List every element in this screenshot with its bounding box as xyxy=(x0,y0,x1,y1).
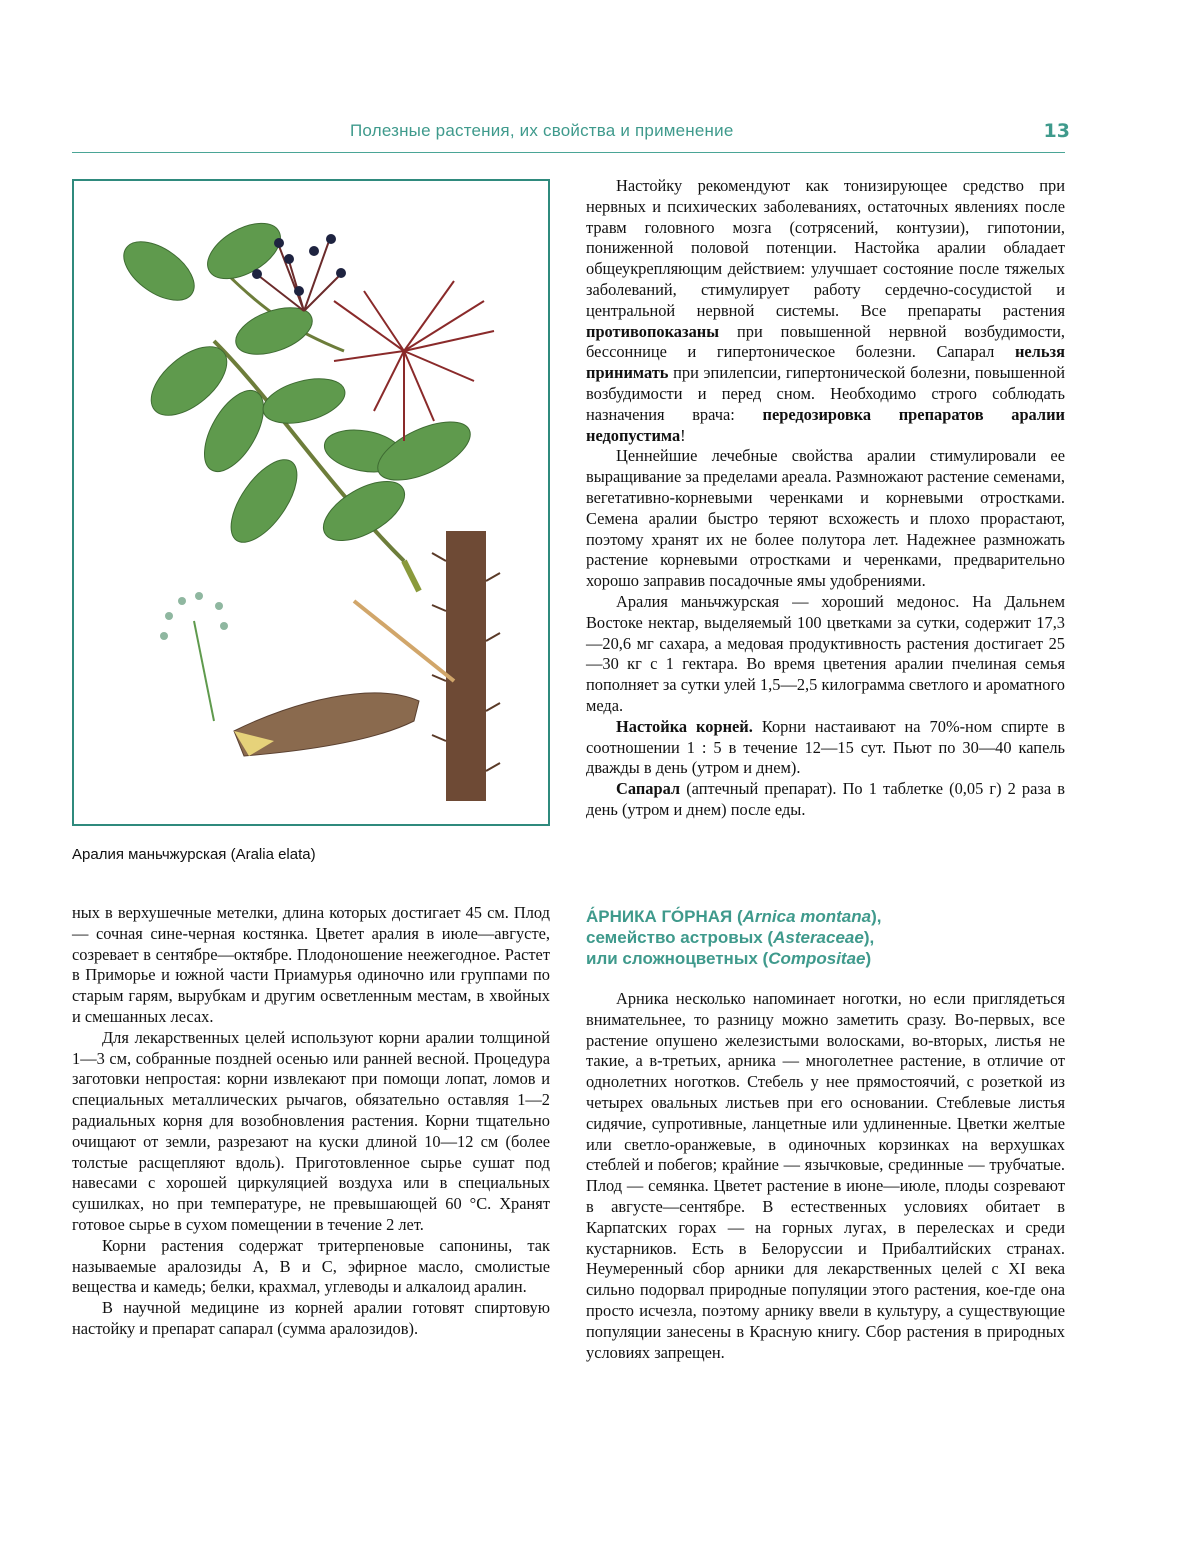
aralia-drawing xyxy=(74,181,548,824)
botanical-illustration xyxy=(72,179,550,826)
running-header-title: Полезные растения, их свойства и применение xyxy=(350,121,734,140)
right-column-text xyxy=(586,176,1065,821)
section-heading-arnica: А́РНИКА ГО́РНАЯ (Arnica montana), семейство астровых (Asteraceae), или сложноцветных (Compositae) xyxy=(586,907,882,968)
inflorescence-rays xyxy=(334,281,494,441)
paragraph: Настойку рекомендуют как тонизирующее средство при нервных и психических заболеваниях, остаточных явлениях после травм головного мозга (сотрясений, контузии), гипотонии, пониженной половой потенции. Настойка аралии обладает общеукрепляющим действием: улучшает состояние после тяжелых заболеваний, стимулирует работу сердечно-сосудистой и центральной нервной системы. Все препараты растения противопоказаны при повышенной нервной возбудимости, бессоннице и гипертоническое болезни. Сапарал нельзя принимать при эпилепсии, гипертонической болезни, повышенной возбудимости и перед сном. Необходимо строго соблюдать назначения врача: передозировка препаратов аралии недопустима! xyxy=(586,176,1065,445)
flower-sprig xyxy=(194,621,214,721)
arnica-text xyxy=(586,989,1065,1363)
paragraph: Ценнейшие лечебные свойства аралии стимулировали ее выращивание за пределами ареала. Размножают растение семенами, вегетативно-корневыми черенками и корневыми отростками. Семена аралии быстро теряют всхожесть и плохо прорастают, поэтому хранят их не более полутора лет. Надежнее размножать растение корневыми отростками и черенками, предварительно хорошо заправив посадочные ямы удобрениями. xyxy=(586,446,1065,591)
thorny-trunk xyxy=(446,531,486,801)
paragraph: Корни растения содержат тритерпеновые сапонины, так называемые аралозиды А, В и С, эфирное масло, смолистые вещества и камедь; белки, крахмал, углеводы и алкалоид аралин. xyxy=(72,1235,550,1297)
left-column-text xyxy=(72,903,550,1340)
bold-term: Настойка корней. xyxy=(616,716,753,736)
paragraph: Сапарал (аптечный препарат). По 1 таблетке (0,05 г) 2 раза в день (утром и днем) после еды. xyxy=(586,779,1065,819)
paragraph: В научной медицине из корней аралии готовят спиртовую настойку и препарат сапарал (сумма аралозидов). xyxy=(72,1298,550,1338)
figure-caption: Аралия маньчжурская (Aralia elata) xyxy=(72,846,316,863)
paragraph: Арника несколько напоминает ноготки, но если приглядеться внимательнее, то разницу можно заметить сразу. Во-первых, все растение опушено железистыми волосками, во-вторых, листья не такие, а в-третьих, арника — многолетнее растение, в отличие от однолетних ноготков. Стебель у нее прямостоячий, с розеткой из четырех овальных листьев при его основании. Стеблевые листья сидячие, супротивные, ланцетные или удлиненные. Цветки желтые или светло-оранжевые, в одиночных корзинках на верхушках стеблей и побегов; крайние — язычковые, срединные — трубчатые. Плод — семянка. Цветет растение в июне—июле, плоды созревают в августе—сентябре. В естественных условиях обитает в Карпатских горах — на горных лугах, в перелесках и среди кустарников. Есть в Белоруссии и Прибалтийских странах. Неумеренный сбор арники для лекарственных целей с XI века сильно подорвал природные популяции этого растения, кое-где она просто исчезла, поэтому арнику ввели в культуру, а существующие популяции занесены в Красную книгу. Сбор растения в природных условиях запрещен. xyxy=(586,989,1065,1362)
leaves xyxy=(114,212,479,553)
paragraph: Аралия маньчжурская — хороший медонос. На Дальнем Востоке нектар, выделяемый 100 цветками за сутки, содержит 17,3—20,6 мг сахара, а медовая продуктивность растения достигает 25—30 кг с 1 гектара. Во время цветения аралии пчелиная семья пополняет за сутки улей 1,5—2,5 килограмма светлого и ароматного меда. xyxy=(586,591,1065,715)
bold-warning: нельзя принимать xyxy=(586,342,1065,383)
header-rule xyxy=(72,152,1065,153)
paragraph: Для лекарственных целей используют корни аралии толщиной 1—3 см, собранные поздней осенью или ранней весной. Процедура заготовки непростая: корни извлекают при помощи лопат, ломов и специальных металлических рычагов, обязательно оставляя 1—2 радиальных корня для возобновления растения. Корни тщательно очищают от земли, разрезают на куски длиной 10—12 см (более толстые расщепляют вдоль). Приготовленное сырье сушат под навесами с хорошей циркуляцией воздуха или в специальных сушилках, но при температуре, не превышающей 60 °С. Хранят готовое сырье в сухом помещении в течение 2 лет. xyxy=(72,1027,550,1234)
page-number: 13 xyxy=(1043,120,1070,142)
paragraph: ных в верхушечные метелки, длина которых достигает 45 см. Плод — сочная сине-черная костянка. Цветет аралия в июле—августе, созревает в сентябре—октябре. Плодоношение неежегодное. Растет в Приморье и южной части Приамурья одиночно или группами по старым гарям, вырубкам и другим осветленным местам, в хвойных и смешанных лесах. xyxy=(72,903,550,1026)
paragraph: Настойка корней. Корни настаивают на 70%-ном спирте в соотношении 1 : 5 в течение 12—15 сут. Пьют по 30—40 капель дважды в день (утром и днем). xyxy=(586,716,1066,778)
bold-term: Сапарал xyxy=(616,779,681,799)
bold-warning: передозировка препаратов аралии недопустима xyxy=(586,404,1065,445)
bold-warning: противопоказаны xyxy=(586,321,720,341)
